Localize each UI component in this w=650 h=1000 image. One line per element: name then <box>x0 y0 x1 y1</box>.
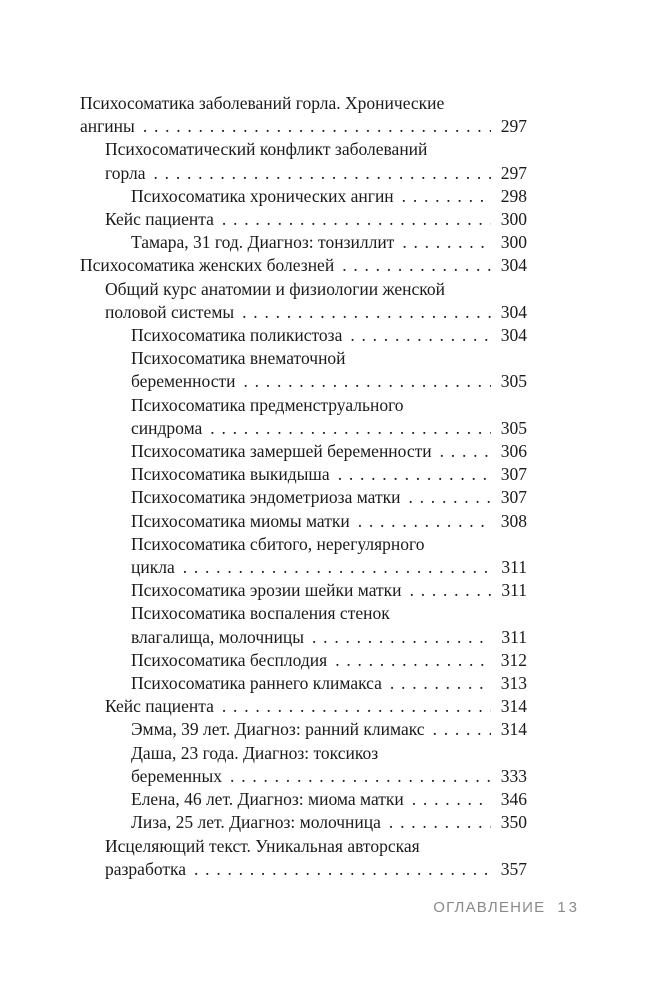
dot-leader <box>433 718 491 741</box>
toc-entry-last-line <box>131 510 527 533</box>
toc-entry-title: цикла <box>131 557 175 578</box>
toc-entry-title: ангины <box>80 116 135 137</box>
dot-leader <box>194 858 491 881</box>
toc-entry[interactable] <box>131 347 527 393</box>
toc-page-number: 304 <box>500 255 527 276</box>
toc-entry[interactable] <box>131 788 527 811</box>
toc-entry-title: Психосоматика эндометриоза матки <box>131 487 401 508</box>
dot-leader <box>402 231 491 254</box>
toc-entry[interactable] <box>131 185 527 208</box>
toc-entry-title: Психосоматика хронических ангин <box>131 185 394 206</box>
toc-page-number: 298 <box>500 185 527 206</box>
toc-entry[interactable] <box>131 231 527 254</box>
dot-leader <box>154 162 491 185</box>
toc-entry-title: разработка <box>105 858 187 879</box>
toc-page-number: 311 <box>501 557 527 578</box>
page-footer <box>433 899 580 916</box>
toc-page-number: 304 <box>500 325 527 346</box>
toc-entry[interactable] <box>131 649 527 672</box>
toc-entry-last-line <box>105 301 527 324</box>
dot-leader <box>230 765 491 788</box>
toc-entry-last-line <box>131 765 527 788</box>
dot-leader <box>440 440 491 463</box>
toc-entry-title: Психосоматика женских болезней <box>80 255 335 276</box>
dot-leader <box>222 208 491 231</box>
toc-entry-title-line: Психосоматика сбитого, нерегулярного <box>131 533 425 554</box>
toc-entry-title: синдрома <box>131 417 203 438</box>
toc-entry-title-line: Исцеляющий текст. Уникальная авторская <box>105 835 420 856</box>
toc-entry-title: Психосоматика бесплодия <box>131 649 328 670</box>
toc-page-number: 346 <box>500 789 527 810</box>
toc-page-number: 304 <box>500 301 527 322</box>
toc-entry-last-line <box>131 579 527 602</box>
toc-entry[interactable] <box>80 254 527 277</box>
toc-entry-last-line <box>131 811 527 834</box>
toc-entry[interactable] <box>131 742 527 788</box>
toc-entry[interactable] <box>131 324 527 347</box>
toc-page-number: 305 <box>500 371 527 392</box>
toc-entry-last-line <box>131 672 527 695</box>
toc-entry-last-line <box>105 162 527 185</box>
toc-entry-title: Психосоматика выкидыша <box>131 464 330 485</box>
toc-page-number: 311 <box>501 626 527 647</box>
toc-entry[interactable] <box>80 92 527 138</box>
toc-page-number: 297 <box>500 116 527 137</box>
toc-page-number: 308 <box>500 510 527 531</box>
toc-entry-title: Психосоматика эрозии шейки матки <box>131 580 402 601</box>
dot-leader <box>210 417 491 440</box>
toc-entry-last-line <box>105 695 527 718</box>
dot-leader <box>358 510 491 533</box>
toc-entry-title: Кейс пациента <box>105 696 214 717</box>
running-header: ОГЛАВЛЕНИЕ <box>433 899 546 916</box>
toc-page-number: 314 <box>500 696 527 717</box>
toc-entry-title: Тамара, 31 год. Диагноз: тонзиллит <box>131 232 395 253</box>
toc-entry-last-line <box>80 254 527 277</box>
toc-page-number: 300 <box>500 232 527 253</box>
toc-entry-title-line: Даша, 23 года. Диагноз: токсикоз <box>131 742 379 763</box>
toc-page-number: 314 <box>500 719 527 740</box>
toc-entry-title-line: Психосоматический конфликт заболеваний <box>105 139 428 160</box>
toc-page-number: 313 <box>500 673 527 694</box>
toc-entry[interactable] <box>105 208 527 231</box>
toc-entry-last-line <box>131 324 527 347</box>
toc-page-number: 297 <box>500 162 527 183</box>
dot-leader <box>412 788 491 811</box>
toc-page-number: 305 <box>500 417 527 438</box>
dot-leader <box>143 115 491 138</box>
dot-leader <box>389 811 491 834</box>
toc-entry-title: половой системы <box>105 301 235 322</box>
toc-entry-title-line: Психосоматика воспаления стенок <box>131 603 390 624</box>
toc-entry-last-line <box>131 463 527 486</box>
toc-page-number: 306 <box>500 441 527 462</box>
toc-entry[interactable] <box>131 486 527 509</box>
toc-entry-last-line <box>131 185 527 208</box>
toc-entry-last-line <box>131 231 527 254</box>
dot-leader <box>335 649 491 672</box>
toc-entry-title: Психосоматика миомы матки <box>131 510 350 531</box>
toc-page-number: 312 <box>500 649 527 670</box>
toc-page-number: 307 <box>500 464 527 485</box>
toc-page-number: 300 <box>500 209 527 230</box>
toc-entry[interactable] <box>105 278 527 324</box>
dot-leader <box>244 370 492 393</box>
toc-entry-last-line <box>131 556 527 579</box>
toc-entry[interactable] <box>131 463 527 486</box>
toc-entry-title: Эмма, 39 лет. Диагноз: ранний климакс <box>131 719 425 740</box>
toc-entry[interactable] <box>131 510 527 533</box>
toc-entry-last-line <box>131 486 527 509</box>
toc-entry[interactable] <box>105 835 527 881</box>
toc-entry-title: беременных <box>131 765 223 786</box>
toc-entry-last-line <box>131 440 527 463</box>
toc-entry[interactable] <box>131 718 527 741</box>
dot-leader <box>222 695 491 718</box>
toc-entry[interactable] <box>131 533 527 579</box>
table-of-contents <box>0 92 650 881</box>
toc-entry[interactable] <box>131 579 527 602</box>
toc-entry[interactable] <box>131 440 527 463</box>
toc-entry-title-line: Психосоматика заболеваний горла. Хронические <box>80 93 445 113</box>
toc-page-number: 307 <box>500 487 527 508</box>
toc-entry[interactable] <box>131 394 527 440</box>
toc-entry-title: беременности <box>131 371 236 392</box>
toc-entry-last-line <box>105 858 527 881</box>
toc-entry-title: Психосоматика поликистоза <box>131 325 343 346</box>
dot-leader <box>342 254 491 277</box>
dot-leader <box>183 556 491 579</box>
toc-entry-last-line <box>131 370 527 393</box>
toc-entry-title-line: Психосоматика предменструального <box>131 394 404 415</box>
toc-entry-title-line: Общий курс анатомии и физиологии женской <box>105 278 445 299</box>
toc-entry[interactable] <box>131 672 527 695</box>
toc-entry-last-line <box>131 649 527 672</box>
toc-entry[interactable] <box>105 138 527 184</box>
toc-entry[interactable] <box>105 695 527 718</box>
dot-leader <box>410 579 491 602</box>
toc-page-number: 311 <box>501 580 527 601</box>
toc-entry[interactable] <box>131 811 527 834</box>
page-number: 13 <box>557 899 580 916</box>
toc-page-number: 357 <box>500 858 527 879</box>
toc-page-number: 350 <box>500 812 527 833</box>
dot-leader <box>312 626 491 649</box>
toc-entry-title: Елена, 46 лет. Диагноз: миома матки <box>131 789 404 810</box>
toc-entry-last-line <box>131 718 527 741</box>
toc-entry-title-line: Психосоматика внематочной <box>131 348 346 369</box>
toc-entry-last-line <box>131 788 527 811</box>
dot-leader <box>242 301 491 324</box>
dot-leader <box>338 463 491 486</box>
toc-page-number: 333 <box>500 765 527 786</box>
toc-entry-title: влагалища, молочницы <box>131 626 305 647</box>
toc-entry-last-line <box>105 208 527 231</box>
toc-entry-title: горла <box>105 162 146 183</box>
toc-entry-last-line <box>80 115 527 138</box>
toc-entry-last-line <box>131 626 527 649</box>
toc-entry-title: Кейс пациента <box>105 209 214 230</box>
toc-entry[interactable] <box>131 602 527 648</box>
toc-entry-title: Лиза, 25 лет. Диагноз: молочница <box>131 812 381 833</box>
dot-leader <box>390 672 491 695</box>
dot-leader <box>409 486 492 509</box>
dot-leader <box>350 324 491 347</box>
toc-entry-last-line <box>131 417 527 440</box>
toc-entry-title: Психосоматика замершей беременности <box>131 441 432 462</box>
dot-leader <box>402 185 491 208</box>
toc-entry-title: Психосоматика раннего климакса <box>131 673 382 694</box>
